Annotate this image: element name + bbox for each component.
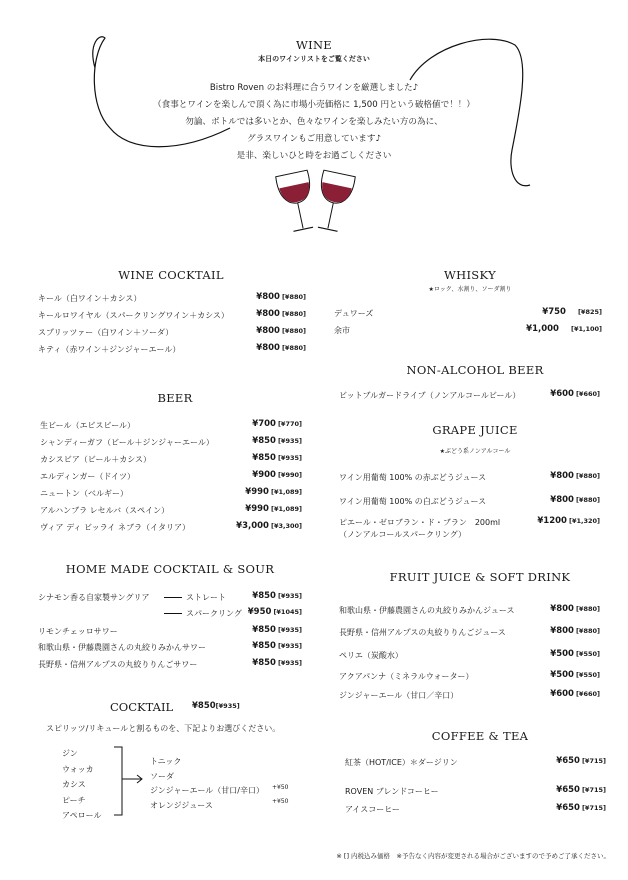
- menu-item-price: ¥1200 [¥1,320]: [537, 516, 600, 526]
- spirit-list: [62, 746, 102, 824]
- wine-subtitle: 本日のワインリストをご覧ください: [258, 55, 370, 63]
- menu-item-name: キティ（赤ワイン＋ジンジャーエール）: [38, 345, 181, 354]
- menu-item-name: ワイン用葡萄 100% の赤ぶどうジュース: [339, 473, 487, 482]
- menu-item-price: ¥800 [¥880]: [256, 326, 306, 336]
- menu-item-name: アクアパンナ（ミネラルウォーター）: [339, 672, 474, 681]
- beer-title: BEER: [157, 391, 193, 405]
- wine-cocktail-title: WINE COCKTAIL: [118, 268, 224, 282]
- grape-title: GRAPE JUICE: [432, 423, 518, 437]
- spirit-item: アペロール: [62, 811, 102, 820]
- menu-item-price: ¥800 [¥880]: [256, 292, 306, 302]
- intro-text: [0, 80, 628, 165]
- menu-item-price: ¥850 [¥935]: [252, 658, 302, 668]
- footer-note: ※ [] 内税込み価格 ※予告なく内容が変更される場合がございますので予めご了承ください。: [336, 852, 610, 860]
- menu-item-name: ペリエ（炭酸水）: [339, 651, 403, 660]
- wine-glasses-icon: [268, 165, 363, 240]
- leader-line: [164, 613, 182, 614]
- menu-item-name: ストレート: [186, 593, 226, 602]
- menu-item-price: ¥650 [¥715]: [556, 803, 606, 813]
- menu-item-name: 長野県・信州アルプスの丸絞りりんごジュース: [339, 628, 506, 637]
- menu-item-name: キール（白ワイン＋カシス）: [38, 294, 142, 303]
- menu-item-price: ¥990 [¥1,089]: [245, 504, 302, 514]
- intro-line: グラスワインもご用意しています♪: [247, 134, 381, 144]
- whisky-title: WHISKY: [444, 268, 496, 282]
- spirit-item: ピーチ: [62, 795, 86, 805]
- menu-item-name: シャンディーガフ（ビール＋ジンジャーエール）: [40, 438, 214, 447]
- menu-item-price: ¥600 [¥660]: [550, 689, 600, 699]
- spirit-item: ウォッカ: [62, 764, 94, 774]
- menu-item-price: ¥800 [¥880]: [550, 626, 600, 636]
- menu-item-name: 生ビール（エビスビール）: [40, 421, 136, 430]
- menu-item-name: ワイン用葡萄 100% の白ぶどうジュース: [339, 497, 487, 506]
- grape-note: ★ぶどう系ノンアルコール: [439, 448, 511, 455]
- spirit-item: ジン: [62, 749, 78, 758]
- mixer-list: [150, 755, 264, 813]
- menu-item-price: ¥800 [¥880]: [256, 309, 306, 319]
- mixer-item: ソーダ: [150, 771, 174, 781]
- menu-item-name: エルディンガー（ドイツ）: [40, 472, 135, 481]
- menu-item-name: 余市: [334, 326, 350, 335]
- menu-item-name: ヴィア ディ ビッライ ネブラ（イタリア）: [40, 523, 190, 532]
- menu-item-price: ¥500 [¥550]: [550, 670, 600, 680]
- menu-item-price: ¥850 [¥935]: [252, 641, 302, 651]
- menu-item-name: キールロワイヤル（スパークリングワイン＋カシス）: [38, 311, 229, 320]
- menu-item-price: ¥850 [¥935]: [252, 453, 302, 463]
- menu-item-name: リモンチェッロサワー: [38, 627, 118, 636]
- menu-item-name: ジンジャーエール（甘口／辛口）: [339, 691, 459, 700]
- mixer-item: トニック: [150, 757, 182, 766]
- menu-item-name: 和歌山県・伊藤農園さんの丸絞りみかんサワー: [38, 643, 206, 652]
- menu-item-price: ¥850 [¥935]: [252, 591, 302, 601]
- menu-item-name: 和歌山県・伊藤農園さんの丸絞りみかんジュース: [339, 606, 515, 615]
- menu-item-price: ¥500 [¥550]: [550, 649, 600, 659]
- spirit-item: カシス: [62, 780, 86, 789]
- menu-item-name: ニュートン（ベルギー）: [40, 489, 128, 498]
- leader-line: [164, 597, 182, 598]
- mixer-item: オレンジジュース: [150, 800, 213, 810]
- mixer-item: ジンジャーエール（甘口/辛口）: [150, 786, 264, 795]
- intro-line: 是非、楽しいひと時をお過ごしください: [236, 151, 392, 161]
- bracket-arrow-icon: [112, 745, 152, 817]
- menu-item-price: ¥1,000 [¥1,100]: [526, 324, 602, 334]
- menu-item-price: ¥850 [¥935]: [252, 436, 302, 446]
- menu-item-name: デュワーズ: [334, 309, 374, 318]
- wine-title: WINE: [295, 38, 333, 52]
- mixer-surcharge: +¥50: [272, 798, 289, 805]
- homemade-title: HOME MADE COCKTAIL & SOUR: [65, 562, 275, 576]
- intro-line: 勿論、ボトルでは多いとか、色々なワインを楽しみたい方の為に、: [185, 117, 443, 127]
- menu-item-price: ¥650 [¥715]: [556, 785, 606, 795]
- menu-item-price: ¥850 [¥935]: [252, 625, 302, 635]
- menu-item-price: ¥600 [¥660]: [550, 389, 600, 399]
- menu-item-price: ¥650 [¥715]: [556, 756, 606, 766]
- menu-item-name: 紅茶（HOT/ICE）＊ダージリン: [345, 758, 458, 767]
- menu-item-price: ¥700 [¥770]: [252, 419, 302, 429]
- menu-item-price: ¥800 [¥880]: [550, 471, 600, 481]
- menu-item-price: ¥990 [¥1,089]: [245, 487, 302, 497]
- menu-item-price: ¥800 [¥880]: [256, 343, 306, 353]
- menu-item-price: ¥950 [¥1045]: [247, 607, 302, 617]
- menu-item-name: ピエール・ゼロブラン・ド・ブラン 200ml: [339, 518, 501, 527]
- whisky-note: ★ロック、水割り、ソーダ割り: [428, 286, 512, 293]
- cocktail-desc: スピリッツ/リキュールと割るものを、下記よりお選びください。: [46, 724, 281, 733]
- cocktail-price: ¥850[¥935]: [192, 701, 240, 711]
- intro-line: Bistro Roven のお料理に合うワインを厳選しました♪: [209, 83, 419, 93]
- menu-item-name: アルハンブラ レセルバ（スペイン）: [40, 506, 170, 515]
- sangria-name: シナモン香る自家製サングリア: [38, 593, 150, 602]
- menu-item-name: ビットブルガードライブ（ノンアルコールビール）: [339, 391, 521, 400]
- cocktail-title: COCKTAIL: [110, 700, 174, 714]
- menu-item-price: ¥800 [¥880]: [550, 604, 600, 614]
- menu-item-name: アイスコーヒー: [345, 805, 400, 814]
- non-alcohol-title: NON-ALCOHOL BEER: [406, 363, 544, 377]
- fruit-title: FRUIT JUICE & SOFT DRINK: [389, 570, 571, 584]
- mixer-surcharge: +¥50: [272, 784, 289, 791]
- menu-item-price: ¥800 [¥880]: [550, 495, 600, 505]
- intro-line: （食事とワインを楽しんで頂く為に市場小売価格に 1,500 円という破格値で！！）: [153, 100, 475, 110]
- menu-item-subline: （ノンアルコールスパークリング）: [339, 530, 467, 539]
- menu-item-name: スプリッツァー（白ワイン＋ソーダ）: [38, 328, 174, 337]
- menu-item-name: 長野県・信州アルプスの丸絞りりんごサワー: [38, 660, 198, 669]
- menu-item-price: ¥3,000 [¥3,300]: [236, 521, 302, 531]
- menu-item-price: ¥900 [¥990]: [252, 470, 302, 480]
- menu-item-name: スパークリング: [186, 609, 242, 618]
- menu-item-name: ROVEN ブレンドコーヒー: [345, 787, 439, 796]
- coffee-title: COFFEE & TEA: [431, 729, 529, 743]
- menu-item-price: ¥750 [¥825]: [542, 307, 602, 317]
- menu-item-name: カシスビア（ビール＋カシス）: [40, 455, 152, 464]
